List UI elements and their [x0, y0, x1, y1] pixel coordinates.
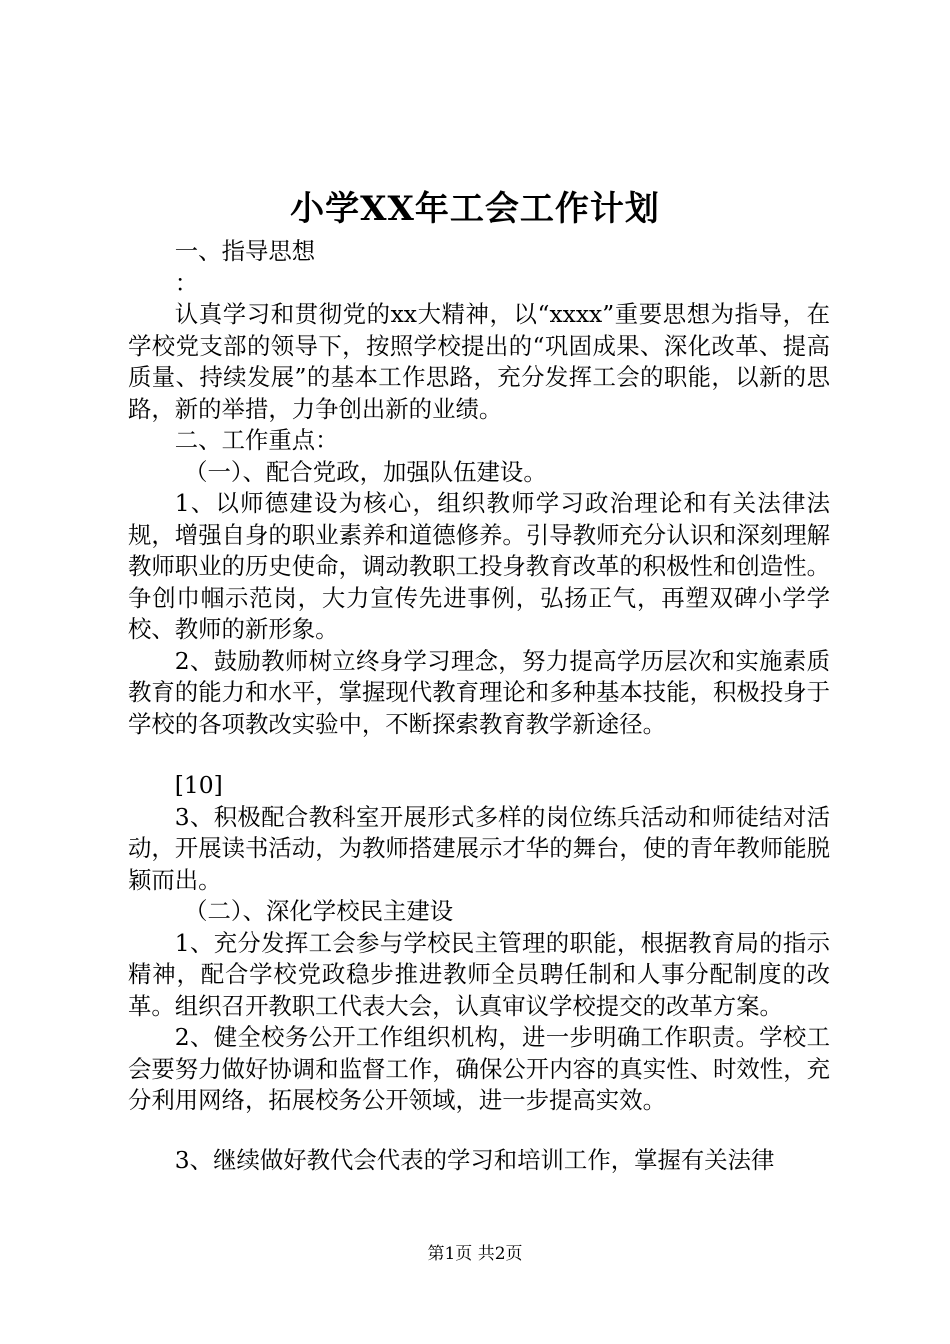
reference-marker: [10]	[174, 771, 223, 799]
document-title: 小学XX年工会工作计划	[290, 189, 660, 229]
page-footer: 第1页 共2页	[427, 1244, 523, 1264]
subsection-heading-1: （一）、配合党政，加强队伍建设。	[184, 457, 547, 486]
paragraph-item-2-1: 1、充分发挥工会参与学校民主管理的职能，根据教育局的指示精神，配合学校党政稳步推进教师全员聘任制和人事分配制度的改革。组织召开教职工代表大会，认真审议学校提交的改革方案。	[128, 928, 830, 1020]
document-body	[128, 236, 830, 1176]
paragraph-item-1-2: 2、鼓励教师树立终身学习理念，努力提高学历层次和实施素质教育的能力和水平，掌握现代教育理论和多种基本技能，积极投身于学校的各项教改实验中，不断探索教育教学新途径。	[128, 646, 830, 738]
section-heading-work-focus: 二、工作重点：	[174, 426, 339, 454]
paragraph-item-2-2: 2、健全校务公开工作组织机构，进一步明确工作职责。学校工会要努力做好协调和监督工作，确保公开内容的真实性、时效性，充分利用网络，拓展校务公开领域，进一步提高实效。	[128, 1023, 830, 1114]
paragraph-item-1-3: 3、积极配合教科室开展形式多样的岗位练兵活动和师徒结对活动，开展读书活动，为教师搭建展示才华的舞台，使的青年教师能脱颖而出。	[128, 802, 830, 894]
section-heading-guiding-ideology: 一、指导思想	[174, 237, 316, 265]
colon-line: ：	[174, 268, 199, 297]
paragraph-item-1-1: 1、以师德建设为核心，组织教师学习政治理论和有关法律法规，增强自身的职业素养和道德修养。引导教师充分认识和深刻理解教师职业的历史使命，调动教职工投身教育改革的积极性和创造性。争创巾帼示范岗，大力宣传先进事例，弘扬正气，再塑双碑小学学校、教师的新形象。	[128, 489, 830, 643]
paragraph-item-2-3: 3、继续做好教代会代表的学习和培训工作，掌握有关法律	[174, 1145, 775, 1174]
subsection-heading-2: （二）、深化学校民主建设	[184, 897, 454, 925]
paragraph-guiding-ideology: 认真学习和贯彻党的xx大精神，以“xxxx”重要思想为指导，在学校党支部的领导下，按照学校提出的“巩固成果、深化改革、提高质量、持续发展”的基本工作思路，充分发挥工会的职能，以新的思路，新的举措，力争创出新的业绩。	[128, 300, 830, 423]
